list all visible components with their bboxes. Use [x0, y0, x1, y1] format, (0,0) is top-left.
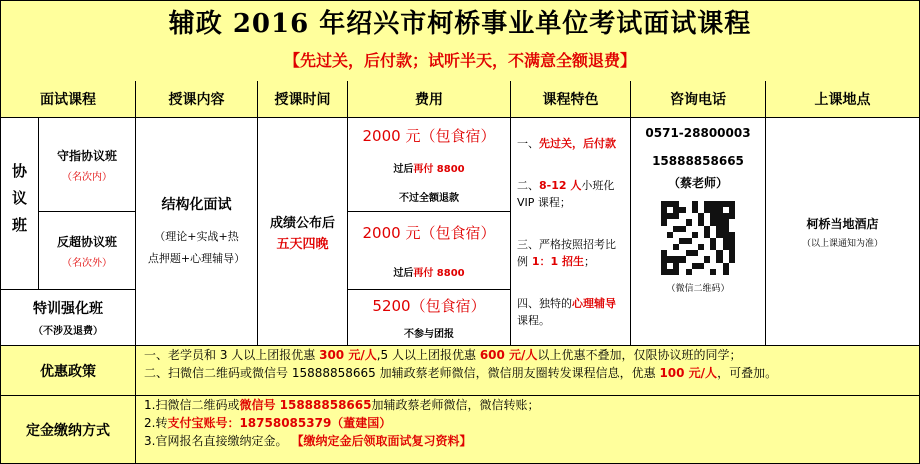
class-row-2: [39, 212, 136, 290]
class-note: （名次内）: [62, 171, 112, 183]
class-note: （不涉及退费）: [33, 326, 103, 337]
features-cell: [511, 118, 631, 346]
deposit-content: [136, 396, 919, 463]
time-cell: [258, 118, 348, 346]
header-contact: 咨询电话: [631, 81, 766, 118]
content-cell: [136, 118, 258, 346]
discount-line-2: 二、扫微信二维码或微信号 15888858665 加辅政蔡老师微信，微信朋友圈转发课程信息，优惠 100 元/人，可叠加。: [144, 366, 778, 380]
qr-caption: （微信二维码）: [666, 284, 730, 294]
fee-pay-red: 再付 8800: [413, 164, 465, 175]
fee-row-3: [348, 290, 511, 346]
feature-3: 三、严格按照招考比例 1：1 招生；: [517, 237, 616, 268]
time-line-2: 五天四晚: [276, 236, 329, 252]
time-line-1: 成绩公布后: [269, 215, 335, 231]
title-banner: [1, 1, 919, 82]
wechat-qr-code[interactable]: [659, 199, 737, 277]
page-subtitle: 【先过关，后付款；试听半天，不满意全额退费】: [283, 51, 636, 70]
contact-person: （蔡老师）: [667, 176, 728, 190]
discount-line-1: 一、老学员和 3 人以上团报优惠 300 元/人,5 人以上团报优惠 600 元/人以上优惠不叠加，仅限协议班的同学；: [144, 348, 742, 362]
location-name: 柯桥当地酒店: [806, 216, 879, 231]
deposit-label: 定金缴纳方式: [1, 396, 136, 463]
class-name: 反超协议班: [56, 234, 117, 249]
deposit-line-1: 1.扫微信二维码或微信号 15888858665加辅政蔡老师微信，微信转账；: [144, 398, 540, 412]
header-course: 面试课程: [1, 81, 136, 118]
location-cell: [766, 118, 919, 346]
course-group-label: [1, 118, 39, 290]
content-main: 结构化面试: [161, 196, 232, 213]
fee-price: 2000 元（包食宿）: [362, 127, 496, 145]
fee-pay-pre: 过后: [393, 164, 414, 175]
fee-row-2: [348, 212, 511, 290]
discount-label: 优惠政策: [1, 346, 136, 396]
header-fee: 费用: [348, 81, 511, 118]
content-detail-2: 点押题+心理辅导）: [147, 251, 246, 265]
feature-1: 一、先过关，后付款: [517, 136, 616, 150]
deposit-line-2: 2.转支付宝账号：18758085379（董建国）: [144, 416, 392, 430]
header-features: 课程特色: [511, 81, 631, 118]
class-row-3: [1, 290, 136, 346]
fee-price: 5200（包食宿）: [372, 296, 486, 315]
header-location: 上课地点: [766, 81, 919, 118]
class-note: （名次外）: [62, 257, 112, 269]
fee-pay-pre: 过后: [393, 267, 414, 279]
class-name: 守指协议班: [56, 148, 117, 163]
header-time: 授课时间: [258, 81, 348, 118]
class-row-1: [39, 118, 136, 212]
page-title: 辅政 2016 年绍兴市柯桥事业单位考试面试课程: [168, 9, 752, 39]
contact-cell: [631, 118, 766, 346]
content-detail-1: （理论+实战+热: [154, 229, 239, 243]
class-name: 特训强化班: [33, 301, 103, 317]
fee-extra: 不参与团报: [404, 329, 454, 341]
contact-phone-2: 15888858665: [652, 154, 744, 168]
course-group-text: 协议班: [10, 163, 28, 244]
fee-row-1: [348, 118, 511, 212]
fee-extra: 不过全额退款: [399, 193, 459, 204]
header-content: 授课内容: [136, 81, 258, 118]
location-note: （以上课通知为准）: [801, 238, 883, 249]
fee-price: 2000 元（包食宿）: [362, 224, 496, 243]
fee-pay-red: 再付 8800: [413, 267, 465, 279]
discount-content: [136, 346, 919, 396]
contact-phone-1: 0571-28800003: [645, 126, 751, 140]
feature-4: 四、独特的心理辅导课程。: [517, 296, 616, 327]
feature-2: 二、8-12 人小班化 VIP 课程；: [517, 178, 615, 209]
deposit-line-3: 3.官网报名直接缴纳定金。 【缴纳定金后领取面试复习资料】: [144, 434, 472, 448]
